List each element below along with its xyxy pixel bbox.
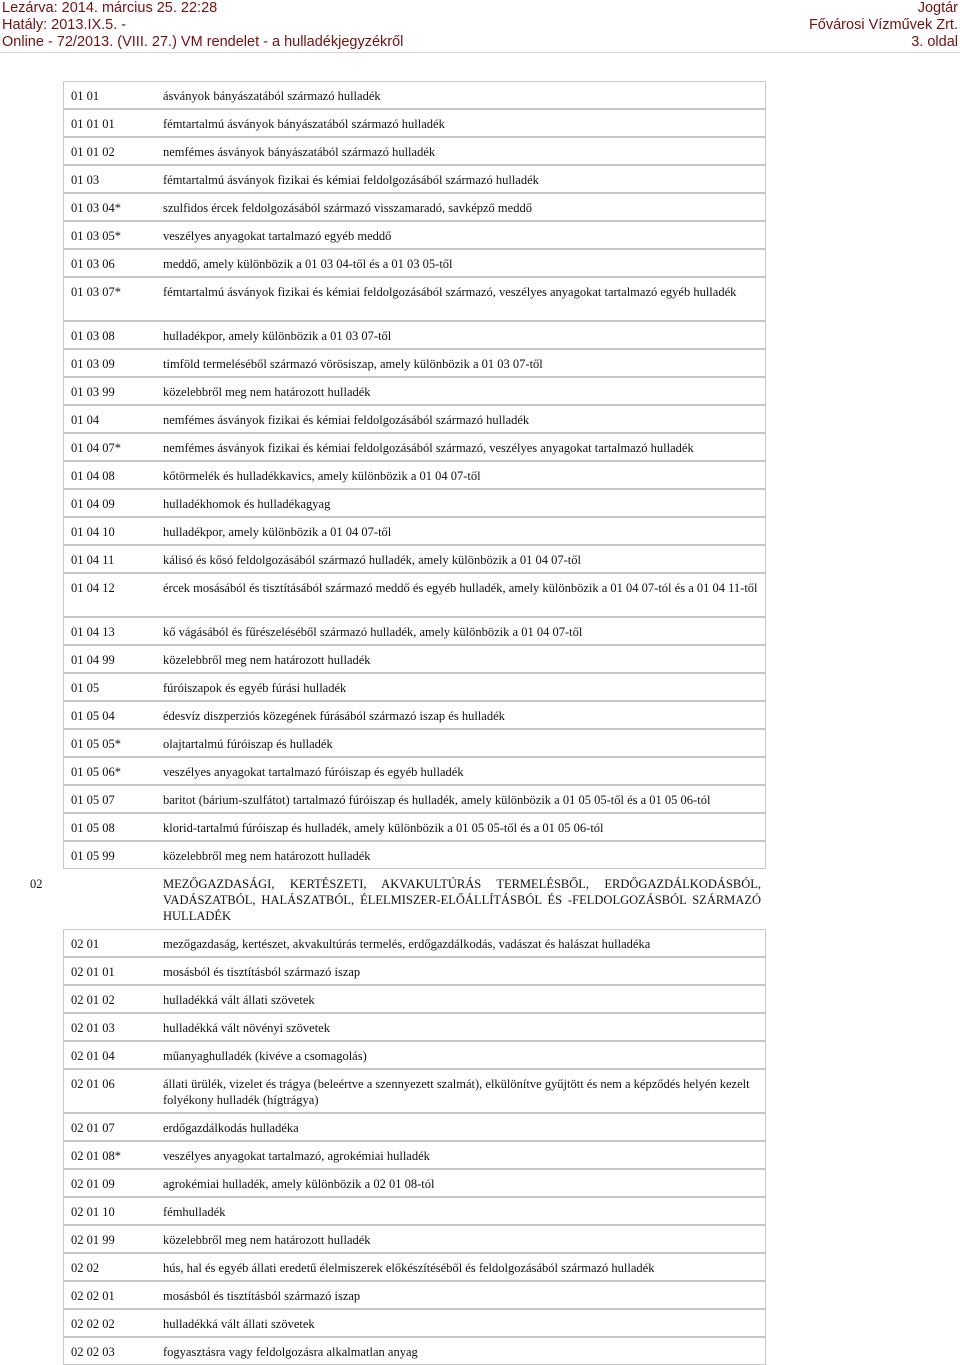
waste-description: meddő, amely különbözik a 01 03 04-től és a 01 03 05-től [163, 257, 453, 271]
table-row [0, 985, 960, 1013]
table-row [0, 645, 960, 673]
header-document-title: Online - 72/2013. (VIII. 27.) VM rendelet - a hulladékjegyzékről [2, 34, 404, 50]
table-row [0, 1197, 960, 1225]
waste-description: közelebbről meg nem határozott hulladék [163, 385, 371, 399]
waste-description: műanyaghulladék (kivéve a csomagolás) [163, 1049, 367, 1063]
waste-code: 01 04 09 [71, 497, 115, 511]
waste-code: 01 01 [71, 89, 100, 103]
waste-description: fémtartalmú ásványok bányászatából származó hulladék [163, 117, 445, 131]
waste-description: fémtartalmú ásványok fizikai és kémiai feldolgozásából származó hulladék [163, 173, 539, 187]
waste-code: 01 03 09 [71, 357, 115, 371]
waste-description: veszélyes anyagokat tartalmazó fúróiszap és egyéb hulladék [163, 765, 464, 779]
header-effective-date: Hatály: 2013.IX.5. - [2, 17, 127, 33]
table-row [0, 1041, 960, 1069]
waste-description: hulladékká vált állati szövetek [163, 993, 315, 1007]
waste-code: 01 04 12 [71, 581, 115, 595]
table-row [0, 461, 960, 489]
page-header [0, 0, 960, 53]
waste-code-table [0, 81, 960, 1365]
header-closed-date: Lezárva: 2014. március 25. 22:28 [2, 0, 218, 16]
table-row [0, 1225, 960, 1253]
waste-code: 01 01 02 [71, 145, 115, 159]
waste-code: 01 05 99 [71, 849, 115, 863]
waste-description: ásványok bányászatából származó hulladék [163, 89, 381, 103]
waste-description: hulladékhomok és hulladékagyag [163, 497, 331, 511]
table-row [0, 617, 960, 645]
waste-code: 02 01 07 [71, 1121, 115, 1135]
table-row [0, 81, 960, 109]
waste-description: klorid-tartalmú fúróiszap és hulladék, amely különbözik a 01 05 05-től és a 01 05 06-tól [163, 821, 604, 835]
waste-description: kő vágásából és fűrészeléséből származó hulladék, amely különbözik a 01 04 07-től [163, 625, 583, 639]
table-row [0, 1281, 960, 1309]
waste-description: mezőgazdaság, kertészet, akvakultúrás termelés, erdőgazdálkodás, vadászat és halászat hulladéka [163, 937, 651, 951]
section-title: MEZŐGAZDASÁGI, KERTÉSZETI, AKVAKULTÚRÁS TERMELÉSBŐL, ERDŐGAZDÁLKODÁSBÓL, VADÁSZATBÓL, HALÁSZATBÓL, ÉLELMISZER-ELŐÁLLÍTÁSBÓL ÉS -FELDOLGOZÁSBÓL SZÁRMAZÓ HULLADÉK [163, 877, 761, 923]
table-row [0, 137, 960, 165]
waste-description: kőtörmelék és hulladékkavics, amely különbözik a 01 04 07-től [163, 469, 481, 483]
waste-code: 01 03 05* [71, 229, 121, 243]
header-left [2, 0, 403, 51]
waste-code: 01 04 13 [71, 625, 115, 639]
waste-description: veszélyes anyagokat tartalmazó egyéb meddő [163, 229, 392, 243]
table-row [0, 489, 960, 517]
waste-code: 02 01 99 [71, 1233, 115, 1247]
section-row [0, 869, 960, 929]
waste-code: 01 04 [71, 413, 100, 427]
waste-description: állati ürülék, vizelet és trágya (beleértve a szennyezett szalmát), elkülönítve gyűjtött és nem a képződés helyén kezelt folyékony hulladék (hígtrágya) [163, 1077, 750, 1107]
table-row [0, 377, 960, 405]
table-row [0, 249, 960, 277]
table-row [0, 1309, 960, 1337]
header-page-number: 3. oldal [911, 34, 958, 50]
table-row [0, 193, 960, 221]
waste-code: 02 01 04 [71, 1049, 115, 1063]
table-row [0, 109, 960, 137]
waste-description: fogyasztásra vagy feldolgozásra alkalmatlan anyag [163, 1345, 418, 1359]
table-row [0, 841, 960, 869]
waste-code: 01 03 06 [71, 257, 115, 271]
waste-description: nemfémes ásványok bányászatából származó hulladék [163, 145, 436, 159]
waste-code: 02 02 02 [71, 1317, 115, 1331]
waste-description: olajtartalmú fúróiszap és hulladék [163, 737, 333, 751]
waste-description: közelebbről meg nem határozott hulladék [163, 849, 371, 863]
table-row [0, 701, 960, 729]
waste-description: fúróiszapok és egyéb fúrási hulladék [163, 681, 347, 695]
waste-code: 01 04 11 [71, 553, 115, 567]
table-row [0, 1113, 960, 1141]
waste-description: fémtartalmú ásványok fizikai és kémiai feldolgozásából származó, veszélyes anyagokat tartalmazó egyéb hulladék [163, 285, 737, 299]
waste-description: szulfidos ércek feldolgozásából származó visszamaradó, savképző meddő [163, 201, 532, 215]
waste-code: 01 01 01 [71, 117, 115, 131]
waste-description: hulladékká vált állati szövetek [163, 1317, 315, 1331]
header-organization: Fővárosi Vízművek Zrt. [808, 17, 958, 33]
table-row [0, 1337, 960, 1365]
waste-description: ércek mosásából és tisztításából származó meddő és egyéb hulladék, amely különbözik a 01 04 07-tól és a 01 04 11-től [163, 581, 758, 595]
waste-code: 02 01 09 [71, 1177, 115, 1191]
waste-code: 01 05 05* [71, 737, 121, 751]
waste-description: közelebbről meg nem határozott hulladék [163, 1233, 371, 1247]
table-row [0, 1069, 960, 1113]
table-row [0, 785, 960, 813]
waste-code: 01 04 07* [71, 441, 121, 455]
waste-code: 01 05 08 [71, 821, 115, 835]
table-row [0, 813, 960, 841]
table-row [0, 405, 960, 433]
table-row [0, 1141, 960, 1169]
waste-description: veszélyes anyagokat tartalmazó, agrokémiai hulladék [163, 1149, 430, 1163]
waste-code: 01 05 07 [71, 793, 115, 807]
table-row [0, 165, 960, 193]
waste-description: hulladékká vált növényi szövetek [163, 1021, 330, 1035]
waste-code: 02 02 [71, 1261, 100, 1275]
waste-code: 01 05 06* [71, 765, 121, 779]
waste-description: mosásból és tisztításból származó iszap [163, 965, 361, 979]
waste-description: nemfémes ásványok fizikai és kémiai feldolgozásából származó, veszélyes anyagokat tartalmazó hulladék [163, 441, 694, 455]
waste-description: hulladékpor, amely különbözik a 01 03 07-től [163, 329, 392, 343]
waste-description: mosásból és tisztításból származó iszap [163, 1289, 361, 1303]
waste-code: 02 01 06 [71, 1077, 115, 1091]
table-row [0, 1253, 960, 1281]
waste-description: közelebbről meg nem határozott hulladék [163, 653, 371, 667]
waste-code: 02 02 03 [71, 1345, 115, 1359]
waste-description: baritot (bárium-szulfátot) tartalmazó fúróiszap és hulladék, amely különbözik a 01 05 05-től és a 01 05 06-tól [163, 793, 711, 807]
waste-description: édesvíz diszperziós közegének fúrásából származó iszap és hulladék [163, 709, 505, 723]
waste-code: 01 03 08 [71, 329, 115, 343]
waste-code: 01 04 10 [71, 525, 115, 539]
waste-code: 01 03 [71, 173, 100, 187]
waste-code: 01 04 08 [71, 469, 115, 483]
waste-code: 01 03 04* [71, 201, 121, 215]
table-row [0, 517, 960, 545]
table-row [0, 221, 960, 249]
waste-description: agrokémiai hulladék, amely különbözik a 02 01 08-tól [163, 1177, 435, 1191]
table-row [0, 729, 960, 757]
waste-code: 01 03 99 [71, 385, 115, 399]
waste-code: 01 05 [71, 681, 100, 695]
waste-description: hús, hal és egyéb állati eredetű élelmiszerek előkészítéséből és feldolgozásából származó hulladék [163, 1261, 655, 1275]
table-row [0, 757, 960, 785]
table-row [0, 1013, 960, 1041]
table-row [0, 1169, 960, 1197]
table-row [0, 349, 960, 377]
waste-code: 02 01 [71, 937, 100, 951]
table-row [0, 573, 960, 617]
table-row [0, 673, 960, 701]
waste-description: hulladékpor, amely különbözik a 01 04 07-től [163, 525, 392, 539]
table-row [0, 321, 960, 349]
waste-code: 01 04 99 [71, 653, 115, 667]
header-right [809, 0, 958, 51]
table-row [0, 957, 960, 985]
waste-code: 02 01 10 [71, 1205, 115, 1219]
table-row [0, 277, 960, 321]
waste-code: 02 01 02 [71, 993, 115, 1007]
waste-description: timföld termeléséből származó vörösiszap, amely különbözik a 01 03 07-től [163, 357, 543, 371]
table-row [0, 433, 960, 461]
waste-code: 02 01 08* [71, 1149, 121, 1163]
header-publisher: Jogtár [917, 0, 958, 16]
waste-code: 02 01 01 [71, 965, 115, 979]
waste-description: nemfémes ásványok fizikai és kémiai feldolgozásából származó hulladék [163, 413, 530, 427]
waste-description: kálisó és kősó feldolgozásából származó hulladék, amely különbözik a 01 04 07-től [163, 553, 581, 567]
section-number: 02 [30, 877, 43, 891]
waste-code: 02 01 03 [71, 1021, 115, 1035]
waste-code: 02 02 01 [71, 1289, 115, 1303]
waste-code: 01 03 07* [71, 285, 121, 299]
waste-description: fémhulladék [163, 1205, 226, 1219]
waste-code: 01 05 04 [71, 709, 115, 723]
waste-description: erdőgazdálkodás hulladéka [163, 1121, 299, 1135]
table-row [0, 929, 960, 957]
table-row [0, 545, 960, 573]
